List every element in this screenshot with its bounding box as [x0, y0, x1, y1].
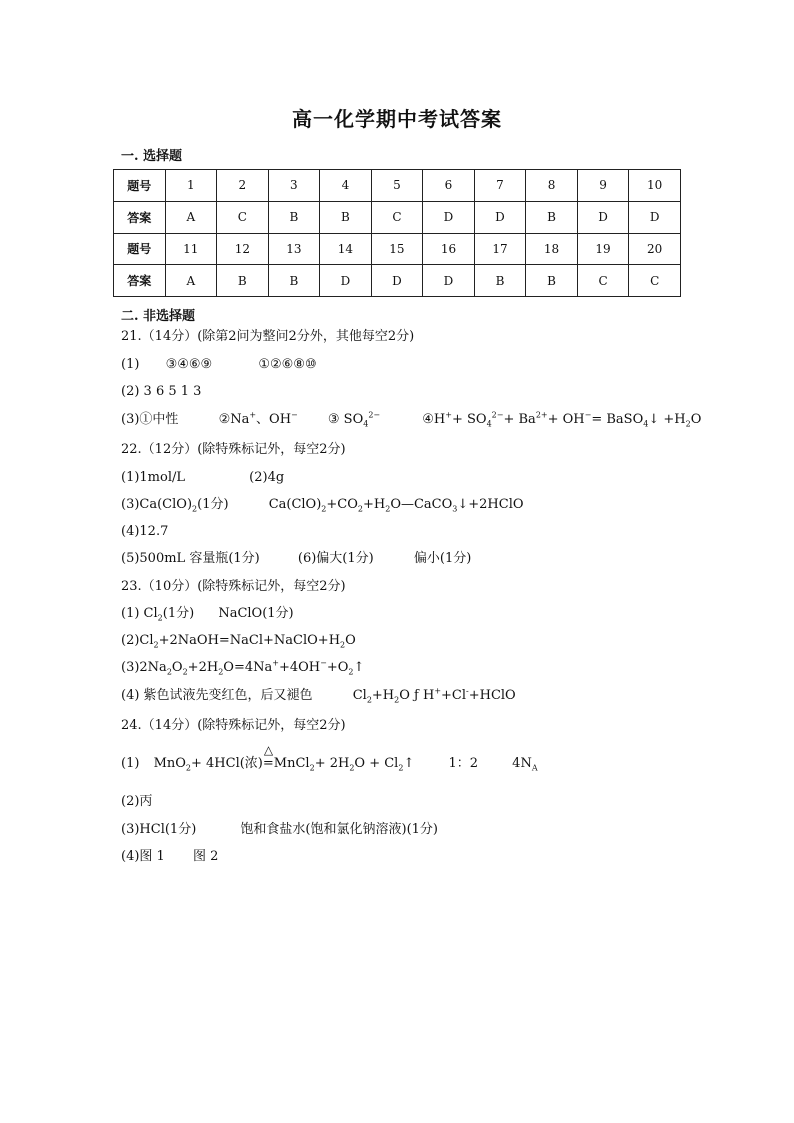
table-cell: B: [474, 265, 526, 297]
table-cell: 8: [526, 170, 578, 202]
table-cell: 10: [629, 170, 681, 202]
q22-part5-6: (5)500mL 容量瓶(1分) (6)偏大(1分) 偏小(1分): [121, 551, 472, 566]
table-cell: C: [217, 201, 269, 233]
q23-part3: $(3)2Na_2O_2+2H_2O=4Na^++4OH^-+O_2↑$: [121, 658, 365, 677]
q23-part4: (4) 紫色试液先变红色，后又褪色 $Cl_2+H_2O$ ƒ H++Cl-+HClO: [121, 686, 516, 705]
table-row: [114, 233, 681, 265]
q24-equation: MnO$_2$+ 4HCl(浓) △ =MnCl$_2$+ $2H_2O$ + $Cl_2↑$: [153, 743, 415, 773]
q24-part1: (1) MnO$_2$+ 4HCl(浓) △ =MnCl$_2$+ $2H_2O$ + $Cl_2↑$ 1：2 $4N_A$: [121, 743, 538, 773]
table-cell: C: [577, 265, 629, 297]
table-cell: 20: [629, 233, 681, 265]
q22-part1-2: (1)1mol/L (2)4g: [121, 470, 285, 485]
q24-header: 24.（14分）(除特殊标记外，每空2分): [121, 718, 346, 733]
table-cell: A: [165, 265, 217, 297]
q23-part2: $(2)Cl_2+2NaOH=NaCl+NaClO+H_2O$: [121, 633, 356, 650]
table-cell: 15: [371, 233, 423, 265]
q23-part1: (1) $Cl_2(1$分) NaClO(1分): [121, 606, 294, 623]
table-cell: 12: [217, 233, 269, 265]
table-row: [114, 170, 681, 202]
table-cell: B: [268, 265, 320, 297]
q21-part2: (2) 3 6 5 1 3: [121, 384, 202, 399]
table-cell: D: [423, 265, 475, 297]
q22-part3: $(3)Ca(ClO)_2(1$分) $Ca(ClO)_2+CO_2+H_2O—CaCO_3↓+2HClO$: [121, 497, 524, 514]
table-cell: 6: [423, 170, 475, 202]
table-cell: B: [526, 265, 578, 297]
q22-header: 22.（12分）(除特殊标记外，每空2分): [121, 442, 346, 457]
q24-part3: (3)HCl(1分) 饱和食盐水(饱和氯化钠溶液)(1分): [121, 822, 438, 837]
table-cell: D: [423, 201, 475, 233]
table-cell: 18: [526, 233, 578, 265]
q22-part4: (4)12.7: [121, 524, 169, 539]
table-cell: 14: [320, 233, 372, 265]
row-label: 题号: [114, 170, 166, 202]
row-label: 题号: [114, 233, 166, 265]
table-cell: C: [371, 201, 423, 233]
section-nonchoice-heading: 二. 非选择题: [121, 309, 196, 324]
table-cell: D: [371, 265, 423, 297]
table-cell: D: [629, 201, 681, 233]
table-cell: 19: [577, 233, 629, 265]
table-cell: 13: [268, 233, 320, 265]
table-cell: B: [268, 201, 320, 233]
table-cell: 17: [474, 233, 526, 265]
q21-header: 21.（14分）(除第2问为整问2分外，其他每空2分): [121, 329, 415, 344]
table-cell: 11: [165, 233, 217, 265]
table-cell: C: [629, 265, 681, 297]
table-cell: B: [320, 201, 372, 233]
table-cell: D: [320, 265, 372, 297]
table-cell: 3: [268, 170, 320, 202]
table-row: [114, 265, 681, 297]
table-cell: 16: [423, 233, 475, 265]
table-row: [114, 201, 681, 233]
q21-part1: (1) ③④⑥⑨ ①②⑥⑧⑩: [121, 357, 317, 372]
table-cell: 9: [577, 170, 629, 202]
table-cell: 2: [217, 170, 269, 202]
q21-part3: (3)①中性 ②Na+、OH− ③ $SO_4^{2-}$ ④H++ $SO_4^{2-}+ Ba^{2+}+ OH^-=$ BaSO$_4$↓ $+H_2O$: [121, 410, 702, 429]
answer-table: [113, 169, 681, 297]
table-cell: 1: [165, 170, 217, 202]
heat-symbol: △: [263, 743, 274, 757]
table-cell: 4: [320, 170, 372, 202]
table-cell: 7: [474, 170, 526, 202]
q23-header: 23.（10分）(除特殊标记外，每空2分): [121, 579, 346, 594]
row-label: 答案: [114, 265, 166, 297]
page-title: 高一化学期中考试答案: [292, 107, 502, 131]
table-cell: B: [217, 265, 269, 297]
q24-part2: (2)丙: [121, 794, 153, 809]
section-choice-heading: 一. 选择题: [121, 149, 183, 164]
table-cell: 5: [371, 170, 423, 202]
row-label: 答案: [114, 201, 166, 233]
table-cell: D: [577, 201, 629, 233]
table-cell: B: [526, 201, 578, 233]
table-cell: D: [474, 201, 526, 233]
table-cell: A: [165, 201, 217, 233]
q24-part4: (4)图 1 图 2: [121, 849, 219, 864]
